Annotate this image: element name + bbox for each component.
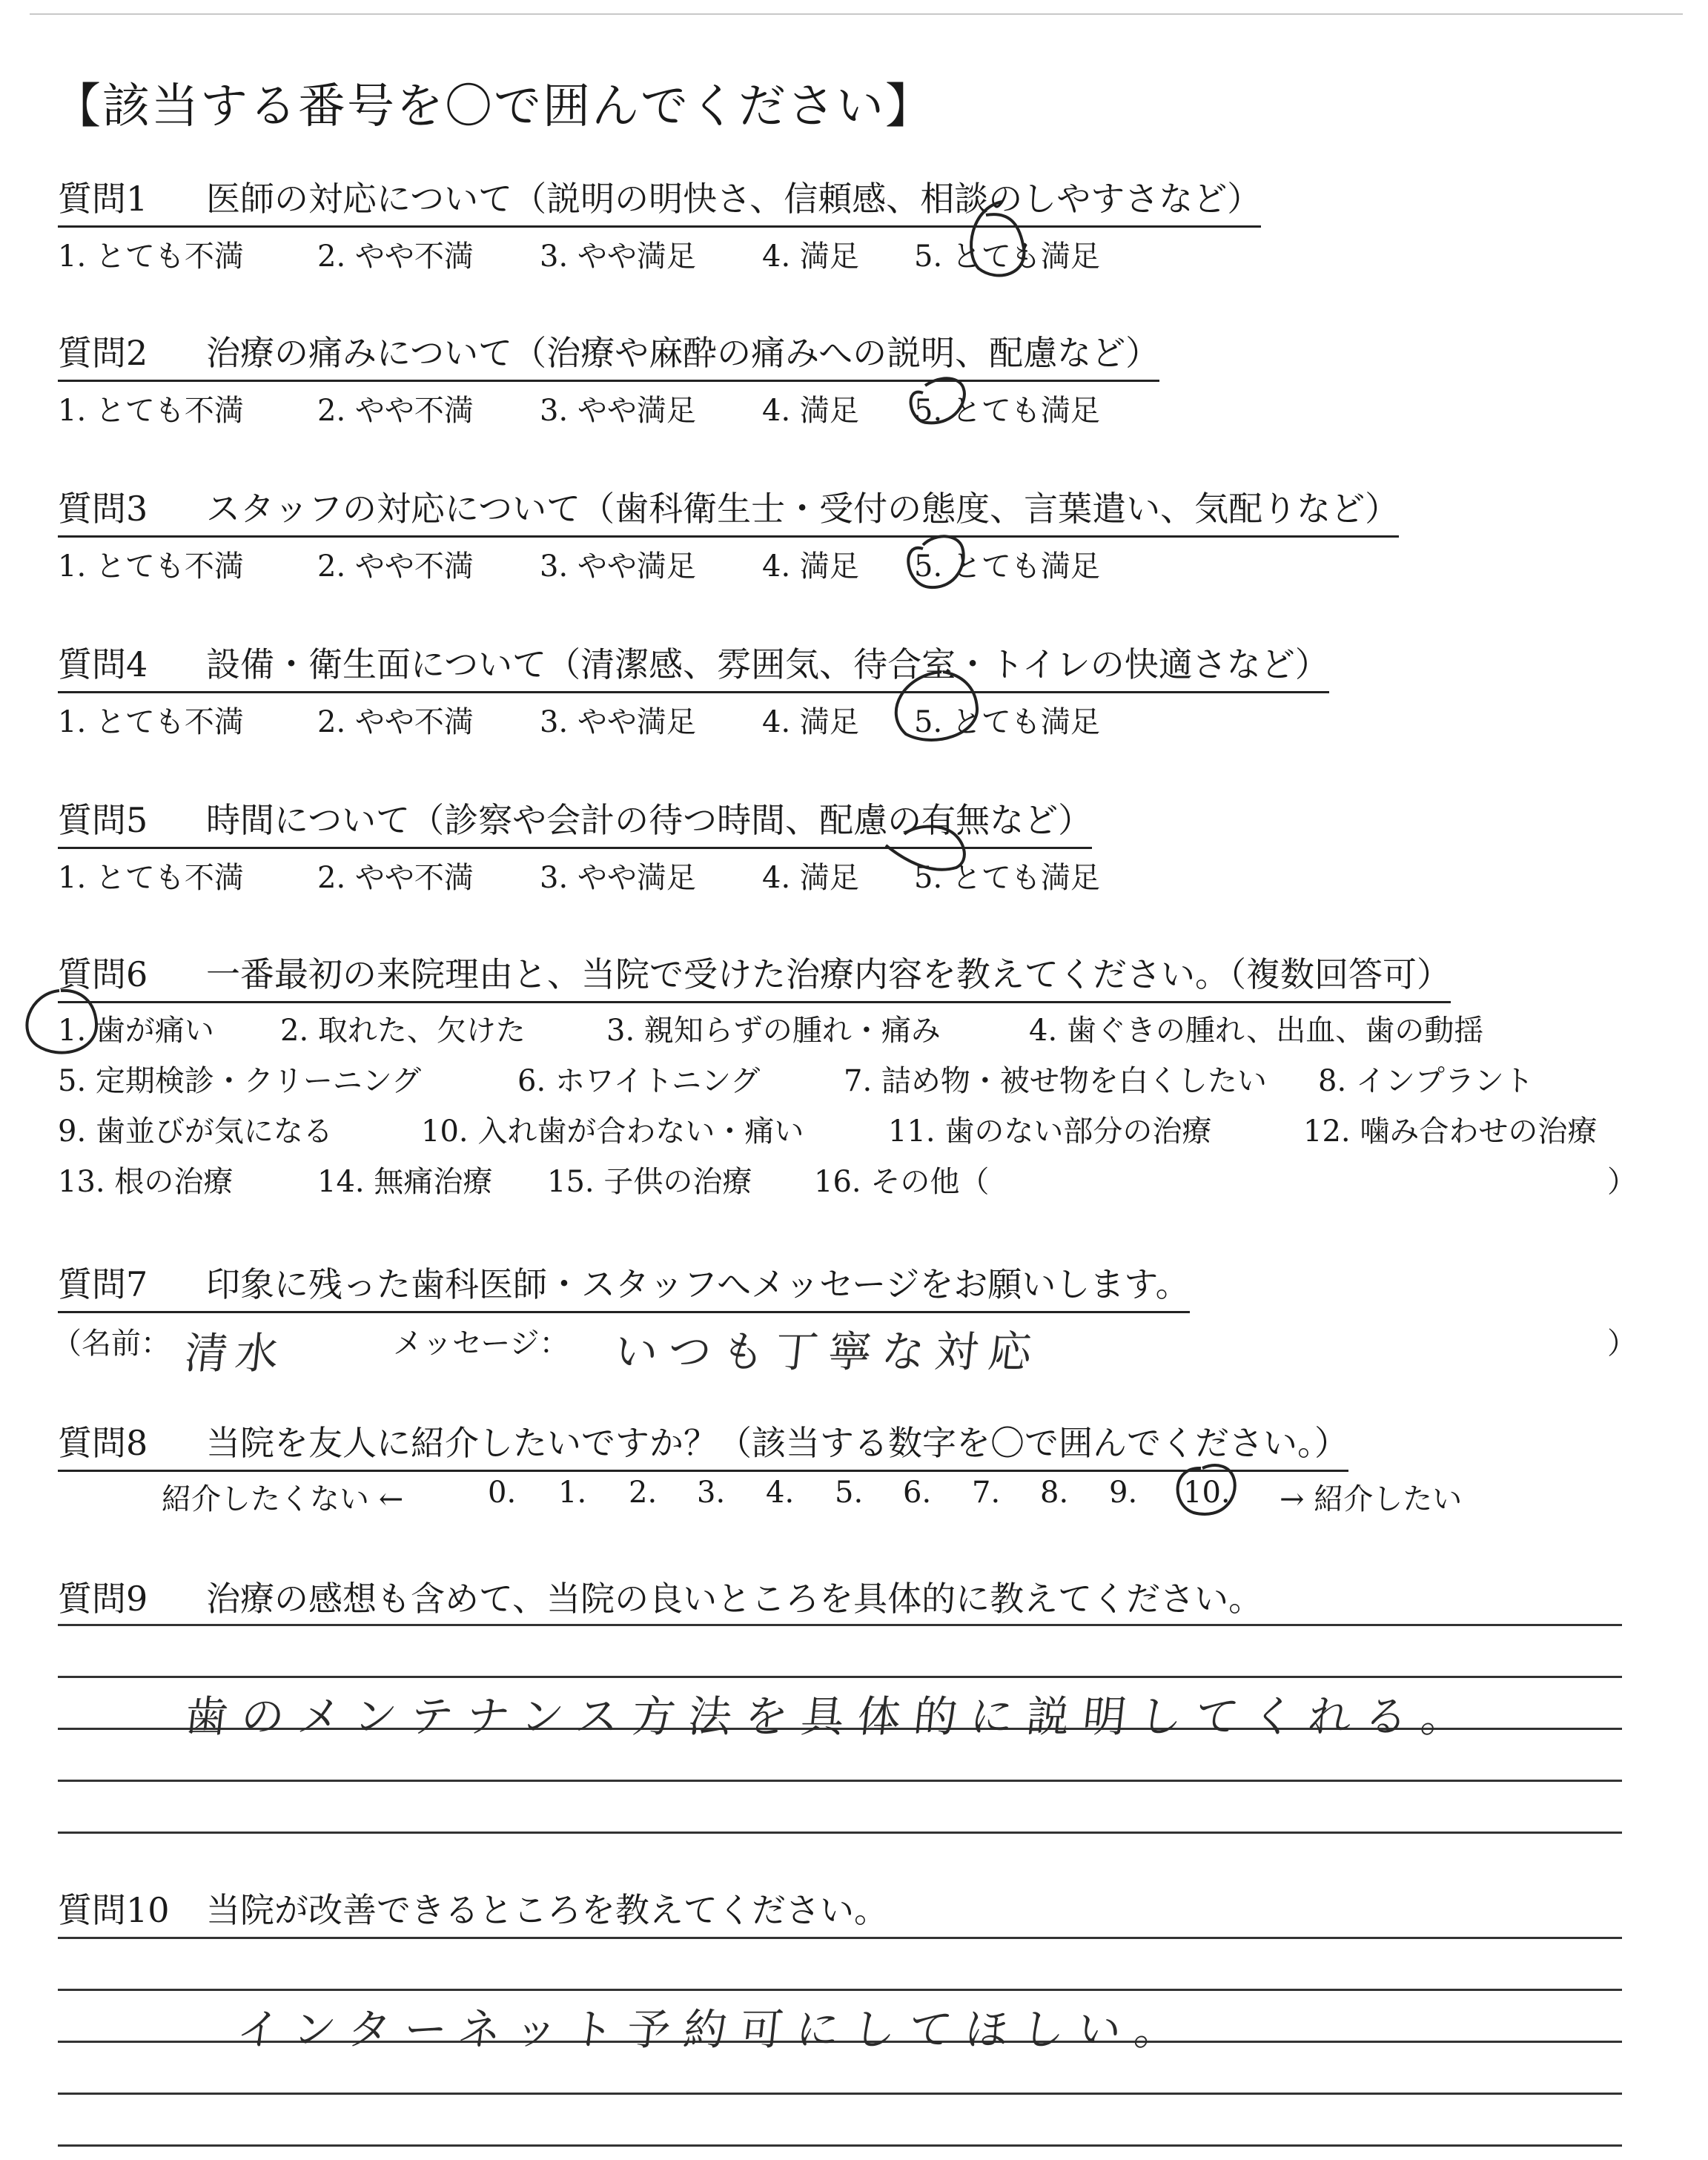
q1-option-1[interactable]: 1. とても不満 xyxy=(58,240,244,274)
q2-selection-circle xyxy=(911,378,964,423)
q6-option-12[interactable]: 12. 噛み合わせの治療 xyxy=(1303,1114,1598,1149)
q6-option-3[interactable]: 3. 親知らずの腫れ・痛み xyxy=(606,1014,941,1048)
question-9-text: 治療の感想も含めて、当院の良いところを具体的に教えてください。 xyxy=(206,1579,1263,1619)
q8-number-4[interactable]: 4. xyxy=(766,1476,795,1510)
question-7-label: 質問7 xyxy=(58,1264,148,1304)
q6-option-4[interactable]: 4. 歯ぐきの腫れ、出血、歯の動揺 xyxy=(1029,1014,1484,1048)
q6-option-8[interactable]: 8. インプラント xyxy=(1318,1064,1534,1098)
q7-message-handwritten[interactable]: いつも丁寧な対応 xyxy=(612,1327,1045,1377)
q8-right-label: → 紹介したい xyxy=(1280,1482,1463,1516)
question-3-text: スタッフの対応について（歯科衛生士・受付の態度、言葉遣い、気配りなど） xyxy=(206,489,1400,529)
question-9-label: 質問9 xyxy=(58,1579,148,1619)
q4-selection-circle xyxy=(896,672,977,740)
q8-number-1[interactable]: 1. xyxy=(558,1476,587,1510)
q4-option-1[interactable]: 1. とても不満 xyxy=(58,705,244,739)
q6-option-9[interactable]: 9. 歯並びが気になる xyxy=(58,1114,333,1149)
q8-number-9[interactable]: 9. xyxy=(1109,1476,1138,1510)
q7-close-paren: ） xyxy=(1607,1327,1637,1361)
q8-number-10[interactable]: 10. xyxy=(1183,1476,1231,1510)
q3-option-2[interactable]: 2. やや不満 xyxy=(317,549,474,584)
q5-selection-circle xyxy=(886,827,964,870)
question-8-label: 質問8 xyxy=(58,1423,148,1463)
question-1-text: 医師の対応について（説明の明快さ、信頼感、相談のしやすさなど） xyxy=(206,179,1262,219)
q8-number-5[interactable]: 5. xyxy=(835,1476,864,1510)
q3-option-5[interactable]: 5. とても満足 xyxy=(914,549,1100,584)
q1-option-5[interactable]: 5. とても満足 xyxy=(914,240,1100,274)
q6-selection-circle xyxy=(27,991,96,1053)
q8-number-0[interactable]: 0. xyxy=(488,1476,517,1510)
question-7-text: 印象に残った歯科医師・スタッフへメッセージをお願いします。 xyxy=(206,1264,1190,1304)
q5-option-3[interactable]: 3. やや満足 xyxy=(540,861,696,895)
q8-number-3[interactable]: 3. xyxy=(697,1476,726,1510)
q8-number-7[interactable]: 7. xyxy=(972,1476,1001,1510)
question-2-text: 治療の痛みについて（治療や麻酔の痛みへの説明、配慮など） xyxy=(206,333,1160,373)
q3-option-3[interactable]: 3. やや満足 xyxy=(540,549,696,584)
q4-option-5[interactable]: 5. とても満足 xyxy=(914,705,1100,739)
question-6-text: 一番最初の来院理由と、当院で受けた治療内容を教えてください。（複数回答可） xyxy=(206,954,1451,994)
q6-close-paren: ） xyxy=(1607,1165,1637,1199)
q6-option-11[interactable]: 11. 歯のない部分の治療 xyxy=(888,1114,1212,1149)
q6-option-5[interactable]: 5. 定期検診・クリーニング xyxy=(58,1064,422,1098)
q3-option-4[interactable]: 4. 満足 xyxy=(762,549,859,584)
q6-option-1[interactable]: 1. 歯が痛い xyxy=(58,1014,214,1048)
q8-number-6[interactable]: 6. xyxy=(903,1476,932,1510)
q4-option-4[interactable]: 4. 満足 xyxy=(762,705,859,739)
q1-option-2[interactable]: 2. やや不満 xyxy=(317,240,474,274)
q6-option-15[interactable]: 15. 子供の治療 xyxy=(547,1165,752,1199)
question-10-label: 質問10 xyxy=(58,1890,170,1930)
question-6-label: 質問6 xyxy=(58,954,148,994)
q2-option-4[interactable]: 4. 満足 xyxy=(762,394,859,428)
q8-number-2[interactable]: 2. xyxy=(629,1476,658,1510)
q3-option-1[interactable]: 1. とても不満 xyxy=(58,549,244,584)
q7-message-label: メッセージ： xyxy=(393,1327,569,1361)
question-1-label: 質問1 xyxy=(58,179,148,219)
q5-option-4[interactable]: 4. 満足 xyxy=(762,861,859,895)
q5-option-1[interactable]: 1. とても不満 xyxy=(58,861,244,895)
q2-option-5[interactable]: 5. とても満足 xyxy=(914,394,1100,428)
question-3-label: 質問3 xyxy=(58,489,148,529)
q1-selection-circle xyxy=(971,202,1024,276)
q9-answer-handwritten[interactable]: 歯のメンテナンス方法を具体的に説明してくれる。 xyxy=(182,1691,1480,1742)
q7-name-handwritten[interactable]: 清水 xyxy=(182,1328,289,1378)
q6-option-6[interactable]: 6. ホワイトニング xyxy=(517,1064,761,1098)
q2-option-2[interactable]: 2. やや不満 xyxy=(317,394,474,428)
question-5-label: 質問5 xyxy=(58,800,148,840)
q6-option-16[interactable]: 16. その他（ xyxy=(814,1165,990,1199)
instruction-header: 【該当する番号を〇で囲んでください】 xyxy=(53,79,934,134)
question-8-text: 当院を友人に紹介したいですか？（該当する数字を〇で囲んでください。） xyxy=(206,1423,1348,1463)
q2-option-3[interactable]: 3. やや満足 xyxy=(540,394,696,428)
q5-option-2[interactable]: 2. やや不満 xyxy=(317,861,474,895)
q6-option-2[interactable]: 2. 取れた、欠けた xyxy=(280,1014,526,1048)
q5-option-5[interactable]: 5. とても満足 xyxy=(914,861,1100,895)
q7-name-label: （名前： xyxy=(52,1327,171,1361)
q1-option-3[interactable]: 3. やや満足 xyxy=(540,240,696,274)
question-5-text: 時間について（診察や会計の待つ時間、配慮の有無など） xyxy=(206,800,1093,840)
q4-option-3[interactable]: 3. やや満足 xyxy=(540,705,696,739)
q3-selection-circle xyxy=(908,536,963,587)
q8-selection-circle xyxy=(1178,1465,1235,1514)
q2-option-1[interactable]: 1. とても不満 xyxy=(58,394,244,428)
question-4-label: 質問4 xyxy=(58,644,148,684)
q6-option-13[interactable]: 13. 根の治療 xyxy=(58,1165,234,1199)
question-10-text: 当院が改善できるところを教えてください。 xyxy=(206,1890,888,1930)
q6-option-7[interactable]: 7. 詰め物・被せ物を白くしたい xyxy=(844,1064,1267,1098)
q8-left-label: 紹介したくない ← xyxy=(162,1482,404,1516)
q6-option-14[interactable]: 14. 無痛治療 xyxy=(317,1165,493,1199)
question-4-text: 設備・衛生面について（清潔感、雰囲気、待合室・トイレの快適さなど） xyxy=(206,644,1329,684)
question-2-label: 質問2 xyxy=(58,333,148,373)
q6-option-10[interactable]: 10. 入れ歯が合わない・痛い xyxy=(421,1114,804,1149)
q10-answer-handwritten[interactable]: インターネット予約可にしてほしい。 xyxy=(234,2004,1194,2055)
q1-option-4[interactable]: 4. 満足 xyxy=(762,240,859,274)
q4-option-2[interactable]: 2. やや不満 xyxy=(317,705,474,739)
q8-number-8[interactable]: 8. xyxy=(1040,1476,1069,1510)
